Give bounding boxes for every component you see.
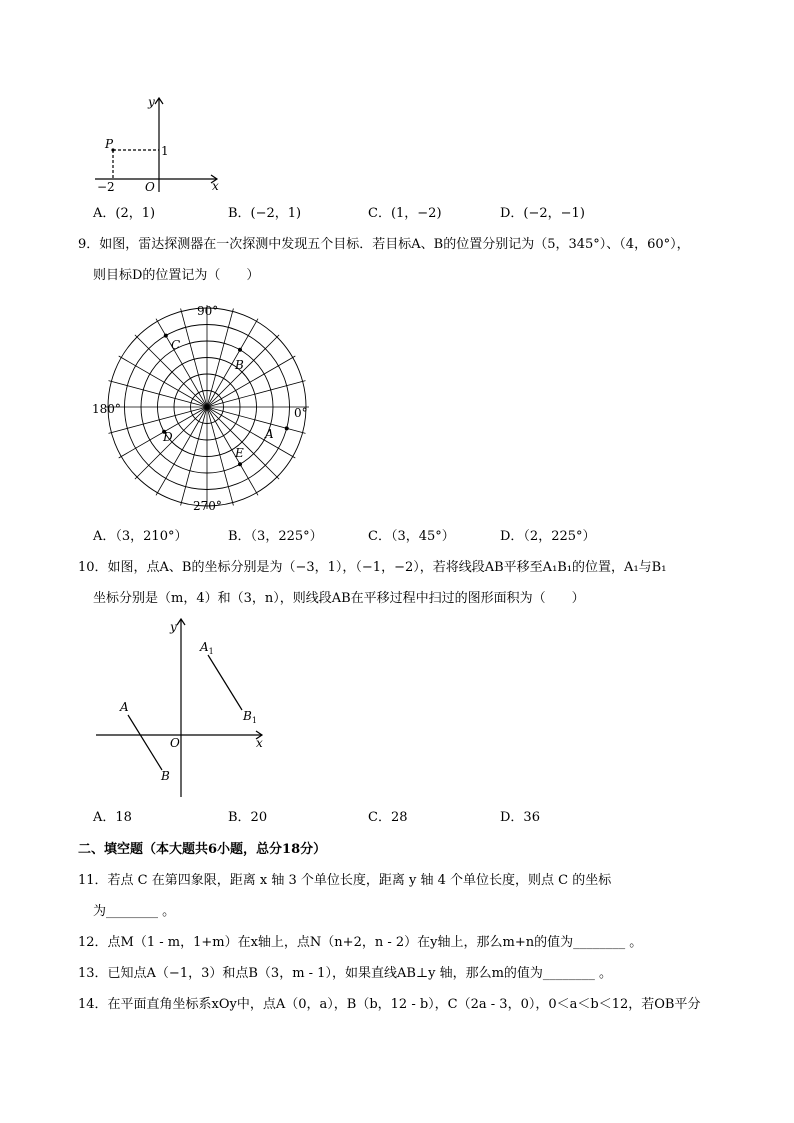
- q8-y-label: y: [148, 95, 155, 109]
- q9-target-a-label: A: [265, 427, 274, 441]
- q9-label-180: 180°: [92, 402, 121, 416]
- q9-target-c-label: C: [171, 338, 181, 352]
- q10-segment-ab: [128, 715, 162, 770]
- q10-b1-label: $B_1$: [243, 709, 257, 725]
- q14-stem: 14．在平面直角坐标系xOy中，点A（0，a），B（b，12 - b），C（2a - 3，0），0＜a＜b＜12，若OB平分: [78, 997, 701, 1012]
- section-2-header: 二、填空题（本大题共6小题，总分18分）: [78, 842, 327, 857]
- q9-label-0: 0°: [294, 406, 308, 420]
- q10-b-label: B: [161, 769, 170, 783]
- radar-ray: [207, 407, 258, 495]
- radar-point-b: [238, 348, 242, 352]
- q8-origin-label: O: [145, 180, 155, 194]
- radar-ray: [207, 319, 258, 407]
- radar-ray: [156, 407, 207, 495]
- q10-origin-label: O: [170, 736, 180, 750]
- q11-stem-line2: 为________ 。: [93, 904, 176, 919]
- q10-stem-line2: 坐标分别是（m，4）和（3，n），则线段AB在平移过程中扫过的图形面积为（ ）: [93, 591, 585, 606]
- q11-stem-line1: 11．若点 C 在第四象限，距离 x 轴 3 个单位长度，距离 y 轴 4 个单位长度，则点 C 的坐标: [78, 873, 612, 888]
- q10-option-c[interactable]: C．28: [368, 810, 408, 825]
- q13-stem: 13．已知点A（−1，3）和点B（3，m - 1），如果直线AB⊥y 轴，那么m的值为________ 。: [78, 966, 613, 981]
- radar-point-c: [164, 334, 168, 338]
- q8-option-d[interactable]: D．(−2，−1): [500, 206, 585, 221]
- q8-one-label: 1: [161, 144, 169, 158]
- q9-label-270: 270°: [193, 499, 222, 513]
- q10-x-label: x: [256, 736, 263, 750]
- q8-option-c[interactable]: C．(1，−2): [368, 206, 442, 221]
- radar-ray: [207, 407, 295, 458]
- q10-stem-line1: 10．如图，点A、B的坐标分别是为（−3，1），（−1，−2），若将线段AB平移至A₁B₁的位置，A₁与B₁: [78, 560, 667, 575]
- radar-ray: [156, 319, 207, 407]
- q9-option-d[interactable]: D．（2，225°）: [500, 529, 596, 544]
- q8-x-label: x: [212, 179, 219, 193]
- q12-stem: 12．点M（1 - m，1+m）在x轴上，点N（n+2，n - 2）在y轴上，那么m+n的值为________ 。: [78, 935, 643, 950]
- q10-option-d[interactable]: D．36: [500, 810, 540, 825]
- q9-radar-figure: [90, 296, 330, 518]
- q10-option-b[interactable]: B．20: [228, 810, 268, 825]
- q10-figure: [92, 615, 272, 800]
- radar-ray: [207, 407, 279, 479]
- q10-a1-label: $A_1$: [200, 640, 214, 656]
- q9-option-a[interactable]: A．（3，210°）: [93, 529, 188, 544]
- q9-option-c[interactable]: C．（3，45°）: [368, 529, 455, 544]
- radar-ray: [207, 356, 295, 407]
- q10-a-label: A: [120, 700, 129, 714]
- radar-point-a: [285, 426, 289, 430]
- radar-point-e: [238, 462, 242, 466]
- q8-figure: [85, 90, 230, 195]
- q10-option-a[interactable]: A．18: [93, 810, 132, 825]
- q9-target-b-label: B: [235, 358, 244, 372]
- radar-ray: [119, 356, 207, 407]
- q9-target-d-label: D: [163, 430, 173, 444]
- q8-option-b[interactable]: B．(−2，1): [228, 206, 302, 221]
- q8-option-a[interactable]: A．(2，1): [93, 206, 156, 221]
- q9-target-e-label: E: [235, 446, 244, 460]
- q9-stem-line1: 9．如图，雷达探测器在一次探测中发现五个目标．若目标A、B的位置分别记为（5，345°）、（4，60°），: [78, 237, 690, 252]
- q9-label-90: 90°: [197, 304, 219, 318]
- q9-option-b[interactable]: B．（3，225°）: [228, 529, 323, 544]
- q8-neg2-label: −2: [97, 180, 115, 194]
- q9-stem-line2: 则目标D的位置记为（ ）: [93, 268, 260, 283]
- q10-segment-a1b1: [208, 655, 242, 710]
- q8-p-label: P: [105, 137, 114, 151]
- q10-y-label: y: [170, 620, 177, 634]
